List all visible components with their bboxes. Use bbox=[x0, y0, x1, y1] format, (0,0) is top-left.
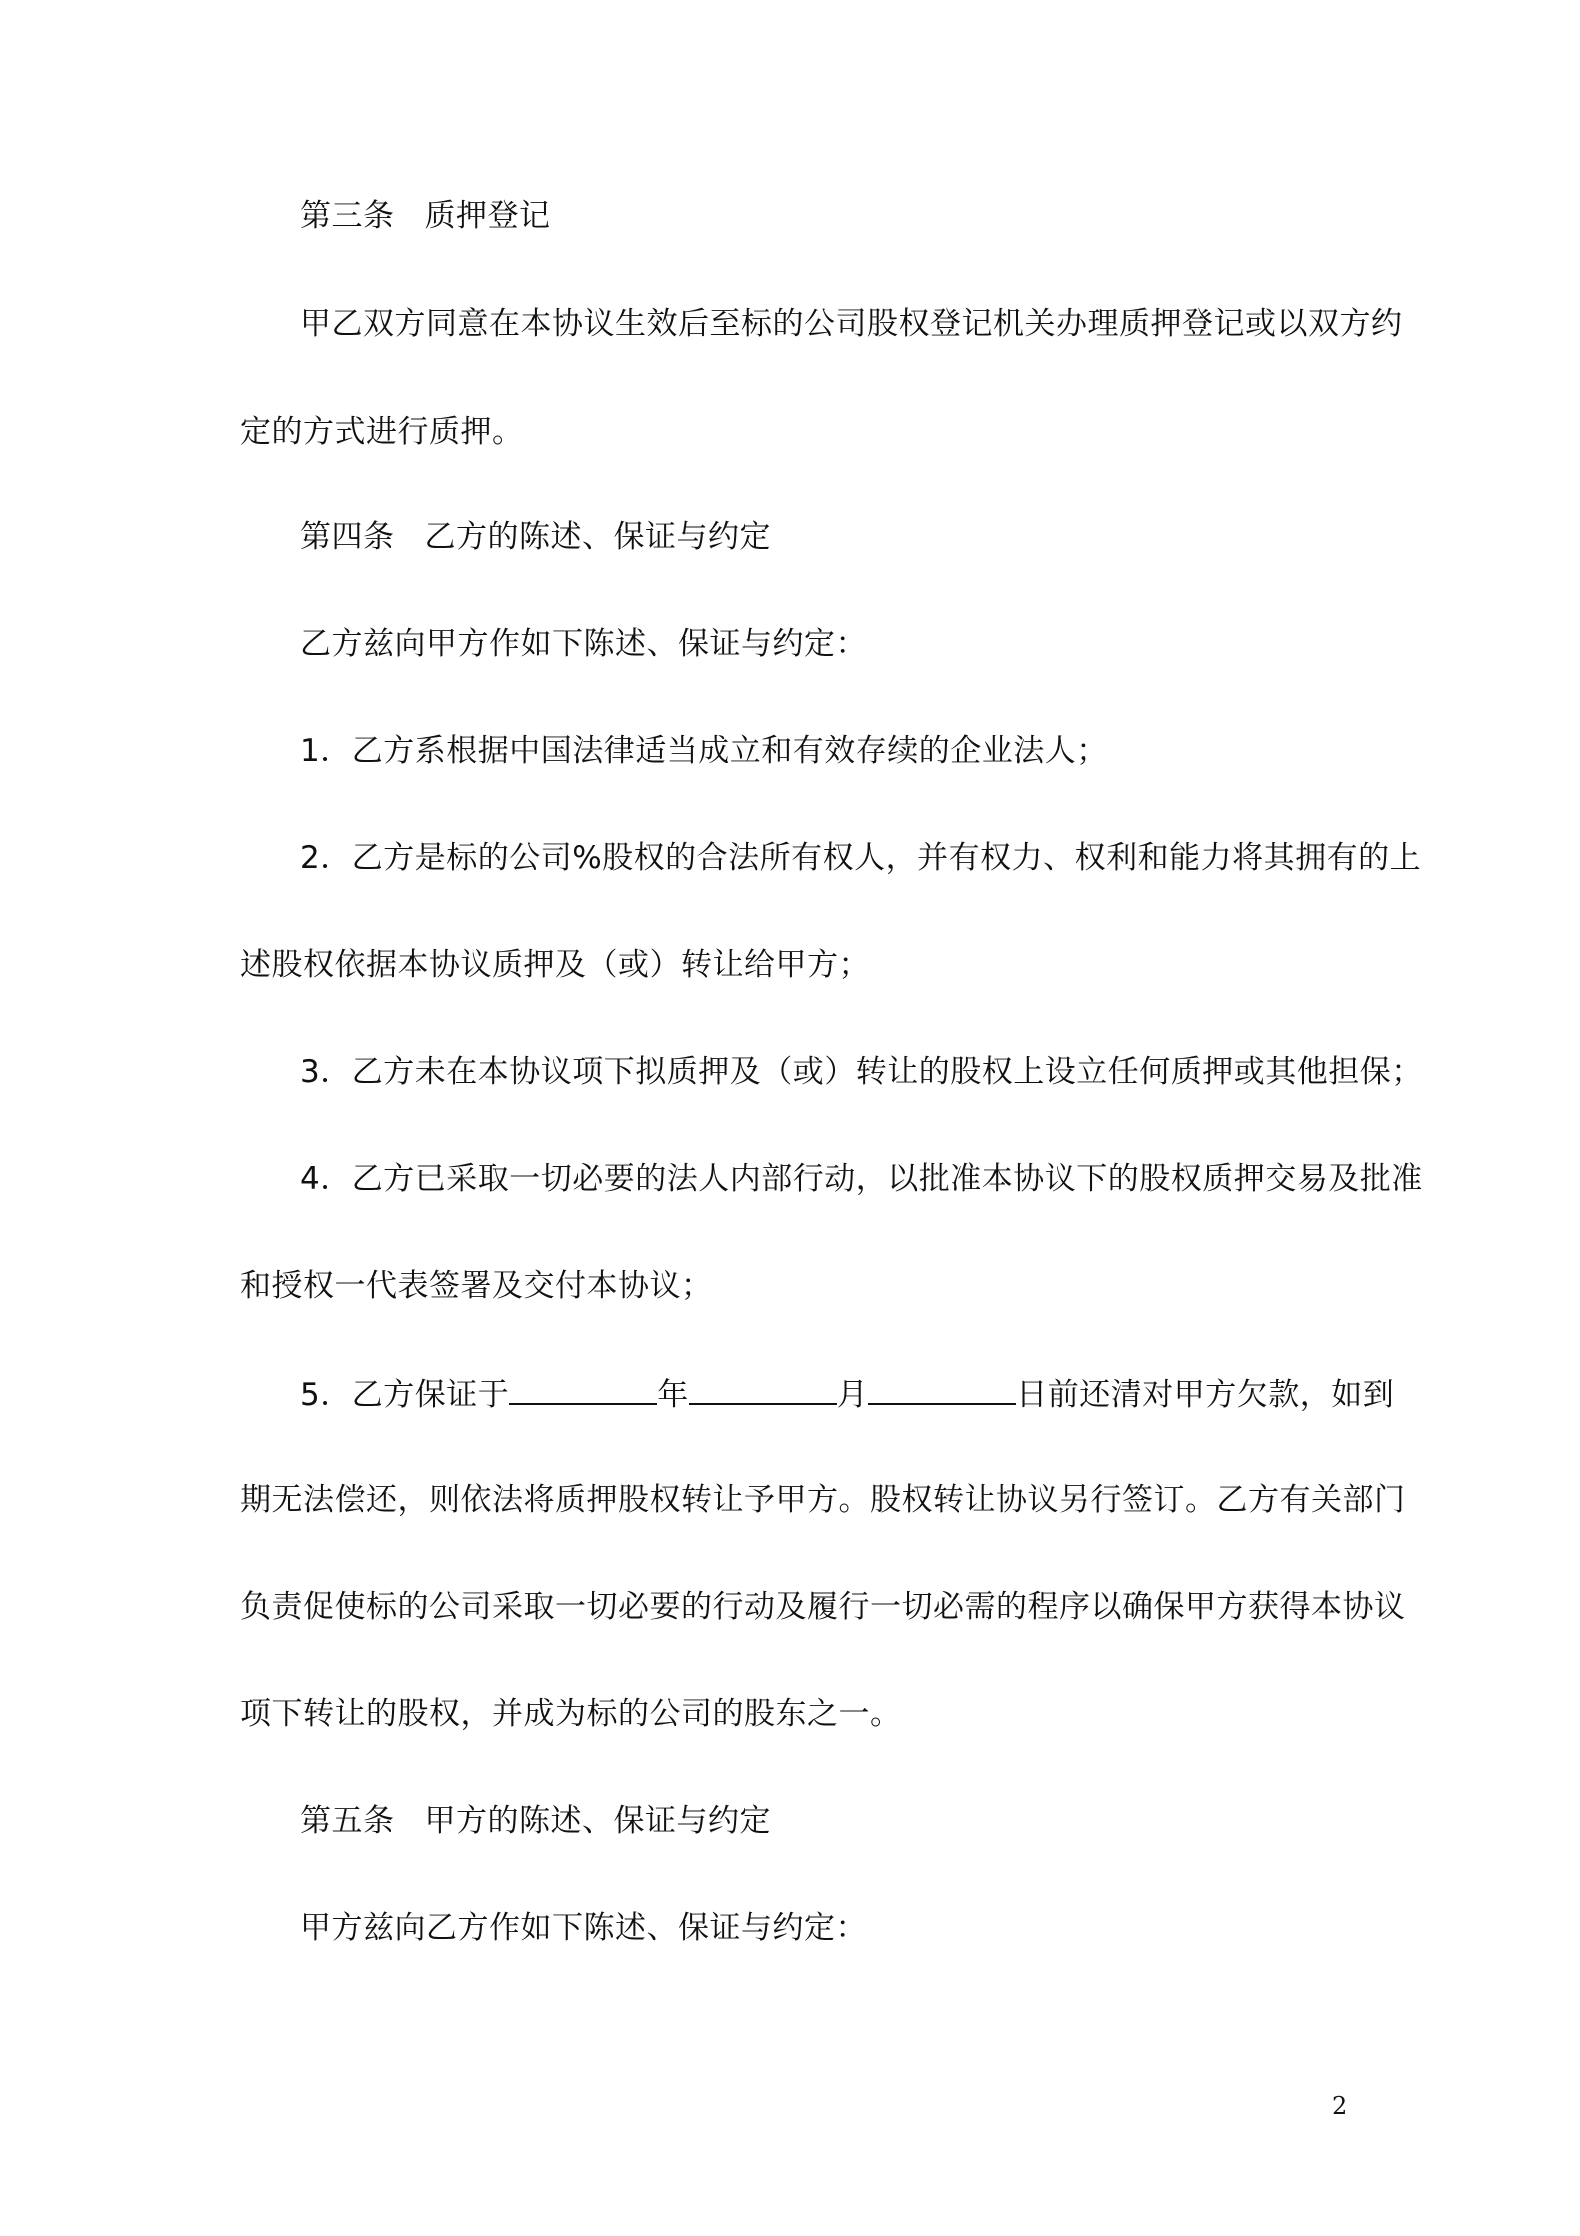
day-blank bbox=[868, 1373, 1016, 1405]
article-5-intro: 甲方兹向乙方作如下陈述、保证与约定： bbox=[300, 1910, 867, 1946]
article-3-body-line-2: 定的方式进行质押。 bbox=[240, 414, 524, 450]
article-3-title: 质押登记 bbox=[424, 198, 551, 234]
article-4-item-5-line-1 bbox=[300, 1373, 1394, 1415]
article-3-heading bbox=[300, 196, 551, 236]
article-4-item-3: 3．乙方未在本协议项下拟质押及（或）转让的股权上设立任何质押或其他担保； bbox=[300, 1054, 1423, 1090]
article-4-number: 第四条 bbox=[300, 519, 395, 555]
article-4-title: 乙方的陈述、保证与约定 bbox=[424, 519, 771, 555]
article-4-item-2-line-2: 述股权依据本协议质押及（或）转让给甲方； bbox=[240, 947, 870, 983]
article-4-item-2-line-1: 2．乙方是标的公司%股权的合法所有权人，并有权力、权利和能力将其拥有的上 bbox=[300, 840, 1422, 876]
article-5-number: 第五条 bbox=[300, 1803, 395, 1839]
article-5-title: 甲方的陈述、保证与约定 bbox=[424, 1803, 771, 1839]
page-number: 2 bbox=[1332, 2092, 1348, 2120]
year-label: 年 bbox=[657, 1377, 689, 1413]
article-3-number: 第三条 bbox=[300, 198, 395, 234]
article-4-item-5-line-4: 项下转让的股权，并成为标的公司的股东之一。 bbox=[240, 1696, 902, 1732]
item-5-suffix: 日前还清对甲方欠款，如到 bbox=[1016, 1377, 1395, 1413]
item-5-prefix: 5．乙方保证于 bbox=[300, 1377, 510, 1413]
article-4-item-5-line-3: 负责促使标的公司采取一切必要的行动及履行一切必需的程序以确保甲方获得本协议 bbox=[240, 1589, 1406, 1625]
article-5-heading bbox=[300, 1801, 771, 1841]
article-4-heading bbox=[300, 517, 771, 557]
article-4-item-1: 1．乙方系根据中国法律适当成立和有效存续的企业法人； bbox=[300, 733, 1108, 769]
month-label: 月 bbox=[836, 1377, 869, 1413]
article-4-item-4-line-2: 和授权一代表签署及交付本协议； bbox=[240, 1268, 713, 1304]
article-4-item-5-line-2: 期无法偿还，则依法将质押股权转让予甲方。股权转让协议另行签订。乙方有关部门 bbox=[240, 1482, 1406, 1518]
year-blank bbox=[509, 1373, 657, 1405]
article-3-body-line-1: 甲乙双方同意在本协议生效后至标的公司股权登记机关办理质押登记或以双方约 bbox=[300, 306, 1403, 342]
month-blank bbox=[689, 1373, 837, 1405]
article-4-intro: 乙方兹向甲方作如下陈述、保证与约定： bbox=[300, 626, 867, 662]
article-4-item-4-line-1: 4．乙方已采取一切必要的法人内部行动，以批准本协议下的股权质押交易及批准 bbox=[300, 1161, 1423, 1197]
